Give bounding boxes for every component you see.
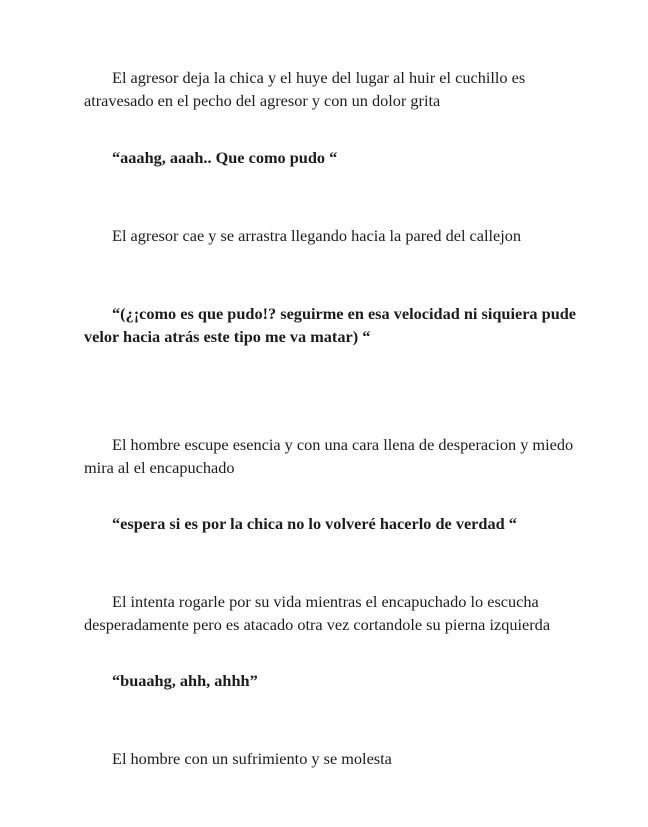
text-line: atravesado en el pecho del agresor y con un dolor grita (84, 91, 441, 110)
dialogue-paragraph-4 (84, 669, 604, 692)
dialogue-paragraph-3 (84, 512, 604, 535)
text-line: El agresor deja la chica y el huye del lugar al huir el cuchillo es (112, 68, 526, 87)
text-line: “buaahg, ahh, ahhh” (112, 671, 258, 690)
text-line: El hombre con un sufrimiento y se molesta (112, 749, 392, 768)
text-line: “(¿¡como es que pudo!? seguirme en esa velocidad ni siquiera pude (112, 304, 577, 323)
narration-paragraph-2 (84, 224, 604, 247)
text-line: mira al el encapuchado (84, 458, 235, 477)
narration-paragraph-4 (84, 590, 604, 636)
text-line: El intenta rogarle por su vida mientras el encapuchado lo escucha (112, 592, 539, 611)
text-line: velor hacia atrás este tipo me va matar) “ (84, 327, 371, 346)
dialogue-paragraph-1 (84, 146, 604, 169)
narration-paragraph-3 (84, 433, 604, 479)
text-line: El hombre escupe esencia y con una cara llena de desperacion y miedo (112, 435, 574, 454)
dialogue-paragraph-2 (84, 302, 604, 348)
text-line: “espera si es por la chica no lo volveré hacerlo de verdad “ (112, 514, 517, 533)
text-line: desperadamente pero es atacado otra vez cortandole su pierna izquierda (84, 615, 551, 634)
text-line: “aaahg, aaah.. Que como pudo “ (112, 148, 338, 167)
narration-paragraph-1 (84, 66, 604, 112)
narration-paragraph-5 (84, 747, 604, 770)
text-line: El agresor cae y se arrastra llegando hacia la pared del callejon (112, 226, 522, 245)
